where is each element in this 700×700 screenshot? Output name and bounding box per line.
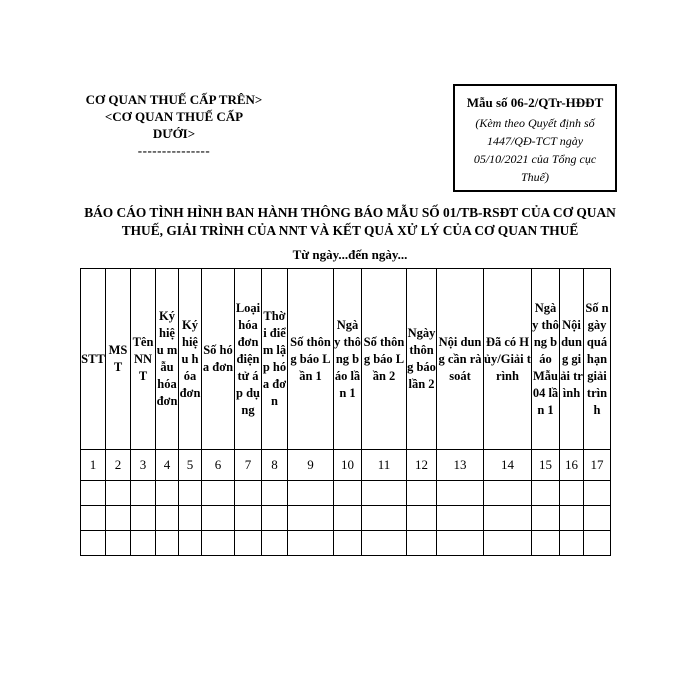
table-cell — [532, 481, 560, 506]
table-row — [81, 481, 611, 506]
table-cell — [437, 481, 484, 506]
table-cell — [584, 481, 611, 506]
table-cell — [106, 481, 131, 506]
column-number-row — [81, 450, 611, 481]
col-header-notice-no-2: Số thông báo Lần 2 — [362, 269, 407, 450]
table-row — [81, 506, 611, 531]
col-number: 13 — [437, 450, 484, 481]
table-cell — [81, 481, 106, 506]
table-cell — [262, 531, 288, 556]
col-number: 6 — [202, 450, 235, 481]
table-cell — [202, 531, 235, 556]
table-cell — [437, 506, 484, 531]
col-header-invoice-number: Số hóa đơn — [202, 269, 235, 450]
form-reference: (Kèm theo Quyết định số 1447/QĐ-TCT ngày 05/10/2021 của Tổng cục Thuế) — [473, 116, 597, 184]
table-cell — [235, 481, 262, 506]
table-cell — [484, 481, 532, 506]
col-number: 14 — [484, 450, 532, 481]
col-header-review-content: Nội dung cần rà soát — [437, 269, 484, 450]
table-cell — [131, 531, 156, 556]
superior-agency-name: CƠ QUAN THUẾ CẤP TRÊN> — [85, 92, 263, 107]
header-row — [81, 269, 611, 450]
col-header-taxpayer-name: Tên NNT — [131, 269, 156, 450]
issuing-agency-block — [84, 91, 264, 159]
col-header-invoice-template-symbol: Ký hiệu mẫu hóa đơn — [156, 269, 179, 450]
table-cell — [437, 531, 484, 556]
report-period: Từ ngày...đến ngày... — [292, 247, 408, 262]
table-cell — [131, 481, 156, 506]
col-number: 10 — [334, 450, 362, 481]
col-number: 5 — [179, 450, 202, 481]
table-cell — [362, 481, 407, 506]
table-cell — [584, 506, 611, 531]
table-cell — [156, 506, 179, 531]
table-cell — [106, 506, 131, 531]
agency-divider: --------------- — [137, 143, 211, 158]
col-number: 16 — [560, 450, 584, 481]
col-header-notice-date-2: Ngày thông báo lần 2 — [407, 269, 437, 450]
table-cell — [156, 481, 179, 506]
table-cell — [288, 481, 334, 506]
table-cell — [202, 506, 235, 531]
table-row — [81, 531, 611, 556]
form-code: Mẫu số 06-2/QTr-HĐĐT — [466, 95, 604, 110]
report-title: BÁO CÁO TÌNH HÌNH BAN HÀNH THÔNG BÁO MẪU SỐ 01/TB-RSĐT CỦA CƠ QUAN THUẾ, GIẢI TRÌNH CỦA NNT VÀ KẾT QUẢ XỬ LÝ CỦA CƠ QUAN THUẾ — [84, 205, 616, 238]
table-cell — [532, 506, 560, 531]
col-number: 4 — [156, 450, 179, 481]
col-number: 2 — [106, 450, 131, 481]
col-header-form04-date: Ngày thông báo Mẫu 04 lần 1 — [532, 269, 560, 450]
table-cell — [235, 531, 262, 556]
form-number-box — [453, 84, 617, 192]
col-number: 11 — [362, 450, 407, 481]
table-cell — [288, 506, 334, 531]
table-cell — [288, 531, 334, 556]
col-header-overdue-days: Số ngày quá hạn giải trình — [584, 269, 611, 450]
table-cell — [81, 531, 106, 556]
col-number: 3 — [131, 450, 156, 481]
col-number: 7 — [235, 450, 262, 481]
table-cell — [156, 531, 179, 556]
table-cell — [334, 481, 362, 506]
table-cell — [81, 506, 106, 531]
report-table — [80, 268, 611, 556]
table-cell — [362, 531, 407, 556]
table-cell — [532, 531, 560, 556]
col-number: 17 — [584, 450, 611, 481]
col-number: 9 — [288, 450, 334, 481]
table-cell — [334, 531, 362, 556]
col-header-invoice-time: Thời điểm lập hóa đơn — [262, 269, 288, 450]
col-number: 1 — [81, 450, 106, 481]
table-cell — [362, 506, 407, 531]
table-cell — [179, 481, 202, 506]
col-header-stt: STT — [81, 269, 106, 450]
table-cell — [484, 506, 532, 531]
table-cell — [407, 531, 437, 556]
col-header-e-invoice-type: Loại hóa đơn điện tử áp dụng — [235, 269, 262, 450]
col-header-notice-date-1: Ngày thông báo lần 1 — [334, 269, 362, 450]
table-cell — [560, 481, 584, 506]
table-cell — [179, 506, 202, 531]
table-cell — [560, 506, 584, 531]
table-cell — [584, 531, 611, 556]
table-cell — [484, 531, 532, 556]
col-number: 15 — [532, 450, 560, 481]
table-cell — [262, 506, 288, 531]
table-cell — [262, 481, 288, 506]
table-cell — [179, 531, 202, 556]
table-cell — [131, 506, 156, 531]
table-cell — [334, 506, 362, 531]
col-number: 12 — [407, 450, 437, 481]
subordinate-agency-name: <CƠ QUAN THUẾ CẤP DƯỚI> — [104, 109, 244, 141]
table-cell — [407, 506, 437, 531]
table-cell — [106, 531, 131, 556]
table-cell — [407, 481, 437, 506]
col-header-invoice-symbol: Ký hiệu hóa đơn — [179, 269, 202, 450]
col-header-cancel-explain: Đã có Hủy/Giải trình — [484, 269, 532, 450]
table-cell — [235, 506, 262, 531]
col-header-mst: MST — [106, 269, 131, 450]
table-cell — [202, 481, 235, 506]
col-header-notice-no-1: Số thông báo Lần 1 — [288, 269, 334, 450]
col-number: 8 — [262, 450, 288, 481]
col-header-explanation: Nội dung giải trình — [560, 269, 584, 450]
table-cell — [560, 531, 584, 556]
